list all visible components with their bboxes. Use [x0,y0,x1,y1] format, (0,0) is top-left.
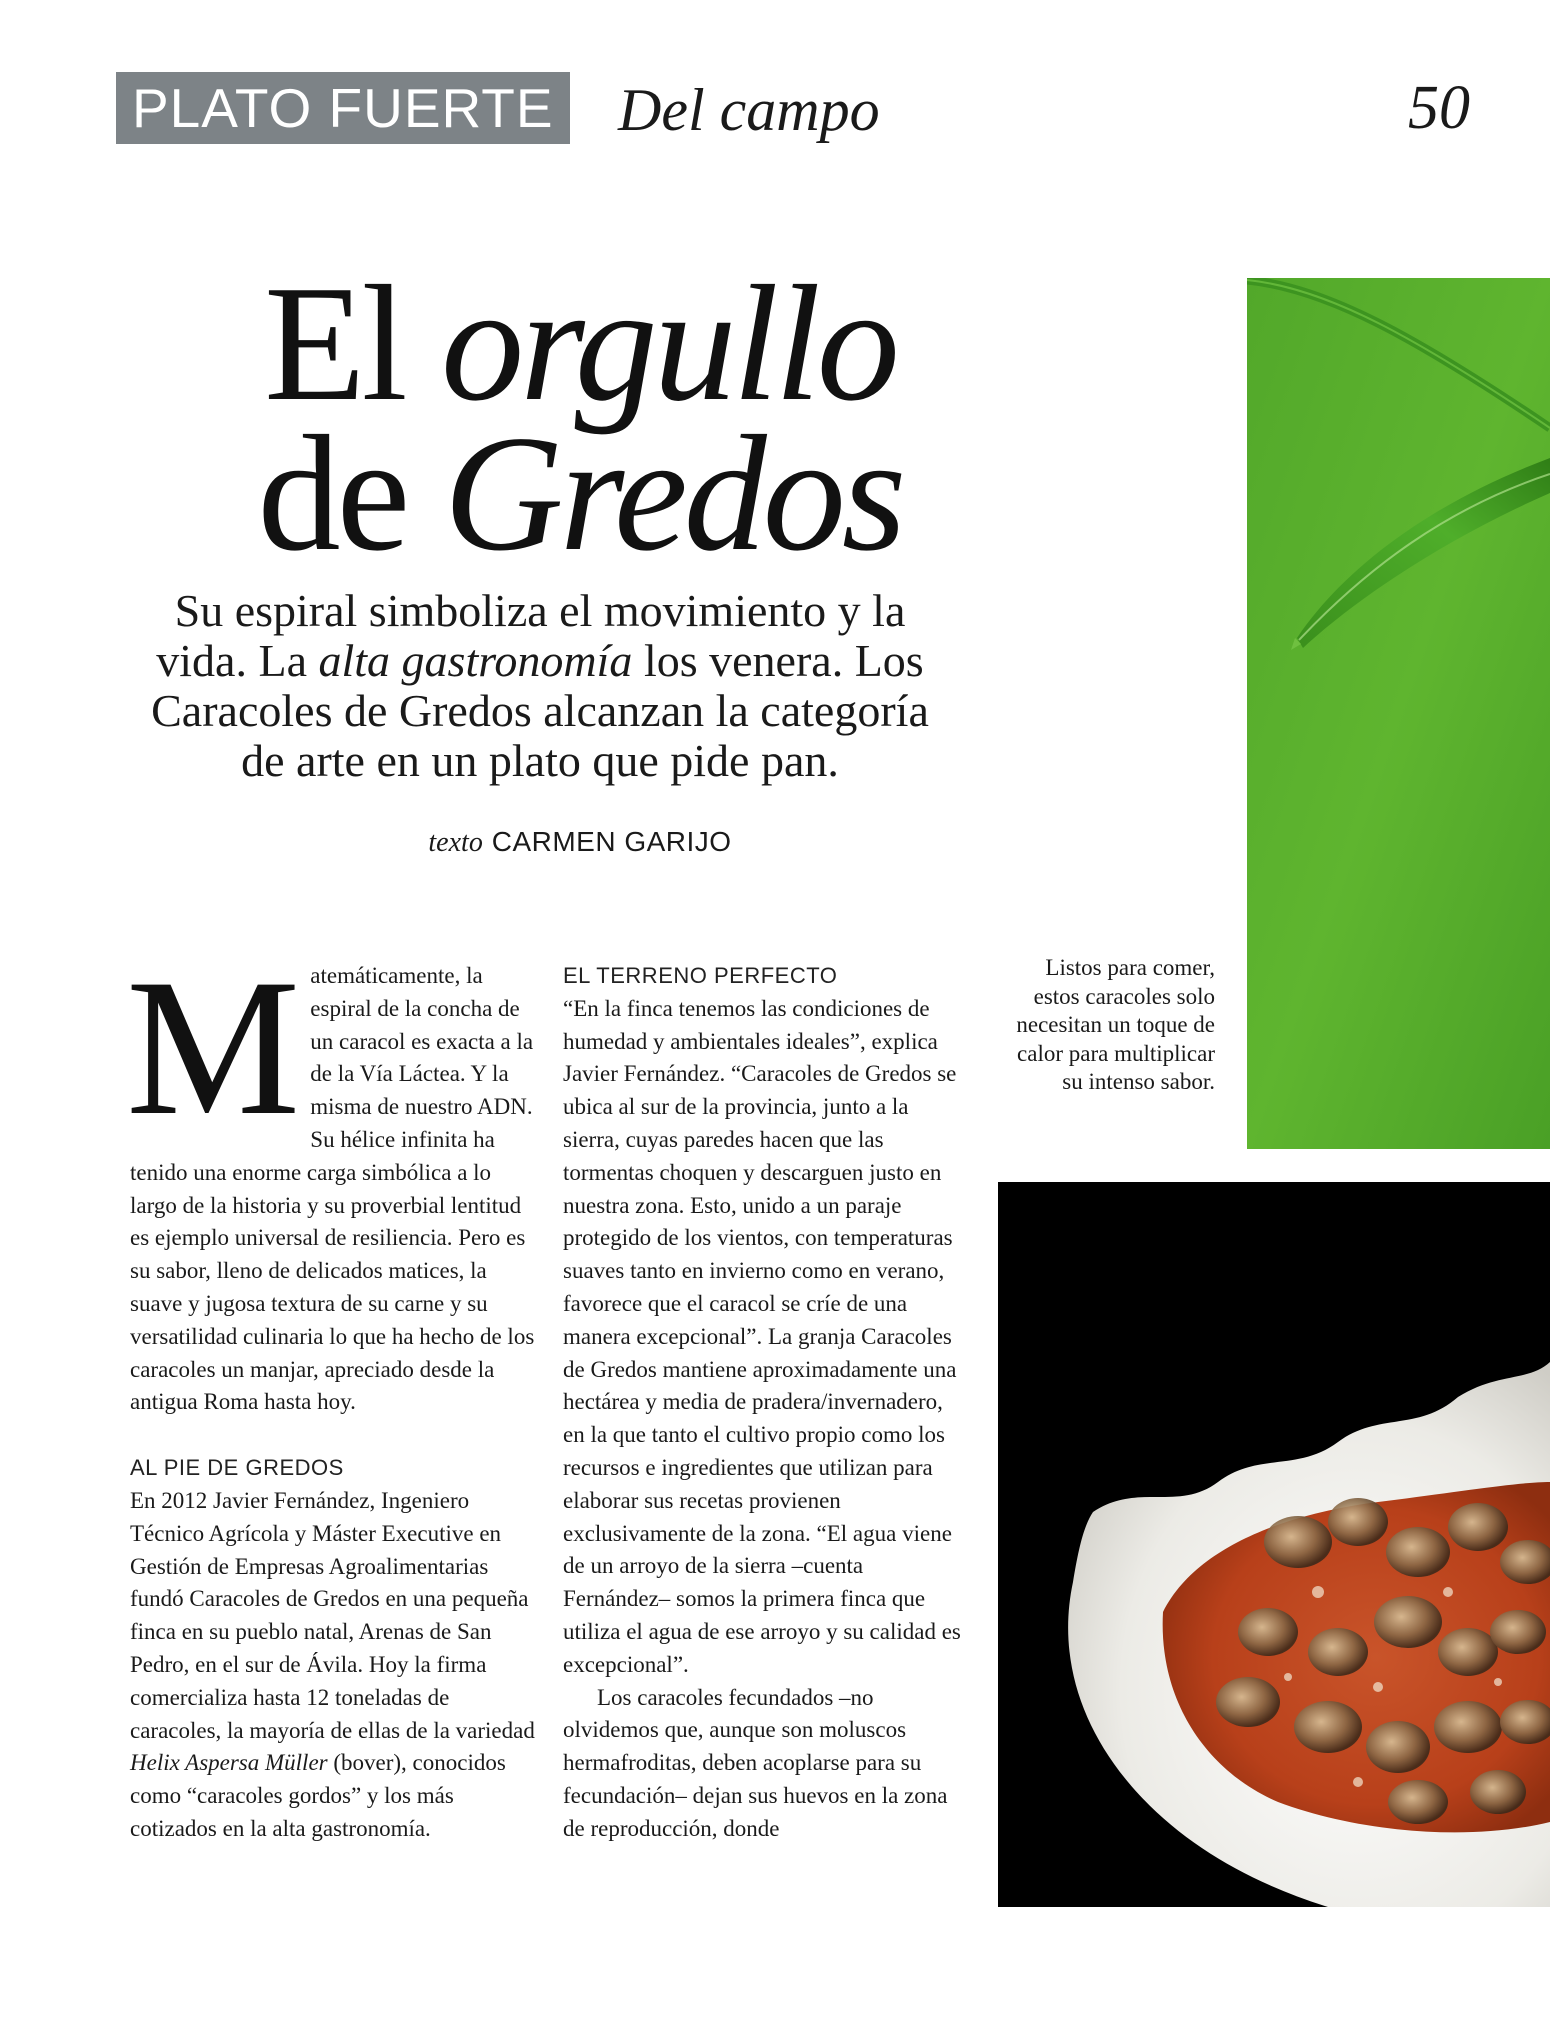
title-word-de: de [257,401,444,585]
title-line-2 [220,401,940,585]
byline-author: CARMEN GARIJO [491,826,732,857]
snails-dish-illustration [998,1182,1550,1907]
title-word-el: El [264,251,442,435]
section1-text-a: En 2012 Javier Fernández, Ingeniero Técnico Agrícola y Máster Executive en Gestión de Empresas Agroalimentarias fundó Caracoles de Gredos en una pequeña finca en su pueblo natal, Arenas de San Pedro, en el sur de Ávila. Hoy la firma comercializa hasta 12 toneladas de caracoles, la mayoría de ellas de la variedad [130,1487,535,1743]
intro-paragraph [126,939,535,1419]
subhead-al-pie-de-gredos: AL PIE DE GREDOS [130,1455,344,1481]
title-line-1 [220,251,940,435]
subsection-label: Del campo [618,77,880,143]
title-word-gredos: Gredos [443,401,903,585]
section-tag: PLATO FUERTE [116,72,570,144]
subhead-el-terreno-perfecto: EL TERRENO PERFECTO [563,963,838,988]
byline [300,824,860,861]
section2-paragraph: “En la finca tenemos las condiciones de humedad y ambientales ideales”, explica Javier Fernández. “Caracoles de Gredos se ubica al sur de la provincia, junto a la sierra, cuyas paredes hacen que las tormentas choquen y descarguen justo en nuestra zona. Esto, unido a un paraje protegido de los vientos, con temperaturas suaves tanto en invierno como en verano, favorece que el caracol se críe de una manera excepcional”. La granja Caracoles de Gredos mantiene aproximadamente una hectárea y media de pradera/invernadero, en la que tanto el cultivo propio como los recursos e ingredientes que utilizan para elaborar sus recetas provienen exclusivamente de la zona. “El agua viene de un arroyo de la sierra –cuenta Fernández– somos la primera finca que utiliza el agua de ese arroyo y su calidad es excepcional”. [563,995,961,1677]
deck-text-1: Su espiral simboliza el movimiento y la vida. La [156,585,906,686]
section1-paragraph [130,1485,535,1846]
section2-paragraph-2: Los caracoles fecundados –no olvidemos que, aunque son moluscos hermafroditas, deben acoplarse para su fecundación– dejan sus huevos en la zona de reproducción, donde [563,1684,948,1841]
section1-italic: Helix Aspersa Müller [130,1750,328,1776]
section1-text-b: (bover), conocidos como “caracoles gordos” y los más cotizados en la alta gastronomía. [130,1750,506,1841]
body-column-2 [563,960,968,1846]
page-number: 50 [1408,74,1470,142]
photo-caption: Listos para comer, estos caracoles solo necesitan un toque de calor para multiplicar su intenso sabor. [1016,955,1215,1095]
byline-label: texto [428,827,483,858]
leaf-illustration [1247,278,1550,1149]
snails-dish-photo [998,1182,1550,1907]
article-deck [140,586,940,786]
drop-cap: M [126,939,301,1156]
leaf-photo [1247,278,1550,1149]
body-column-1 [126,939,535,1846]
intro-text: atemáticamente, la espiral de la concha de un caracol es exacta a la de la Vía Láctea. Y la misma de nuestro ADN. Su hélice infinita ha tenido una enorme carga simbólica a lo largo de la historia y su proverbial lentitud es ejemplo universal de resiliencia. Pero es su sabor, lleno de delicados matices, la suave y jugosa textura de su carne y su versatilidad culinaria lo que ha hecho de los caracoles un manjar, apreciado desde la antigua Roma hasta hoy. [130,963,535,1415]
title-word-orgullo: orgullo [441,251,896,435]
deck-text-2: los venera. Los Caracoles de Gredos alcanzan la categoría de arte en un plato que pide pan. [151,635,929,786]
article-title [220,251,940,585]
deck-italic: alta gastronomía [318,635,633,686]
